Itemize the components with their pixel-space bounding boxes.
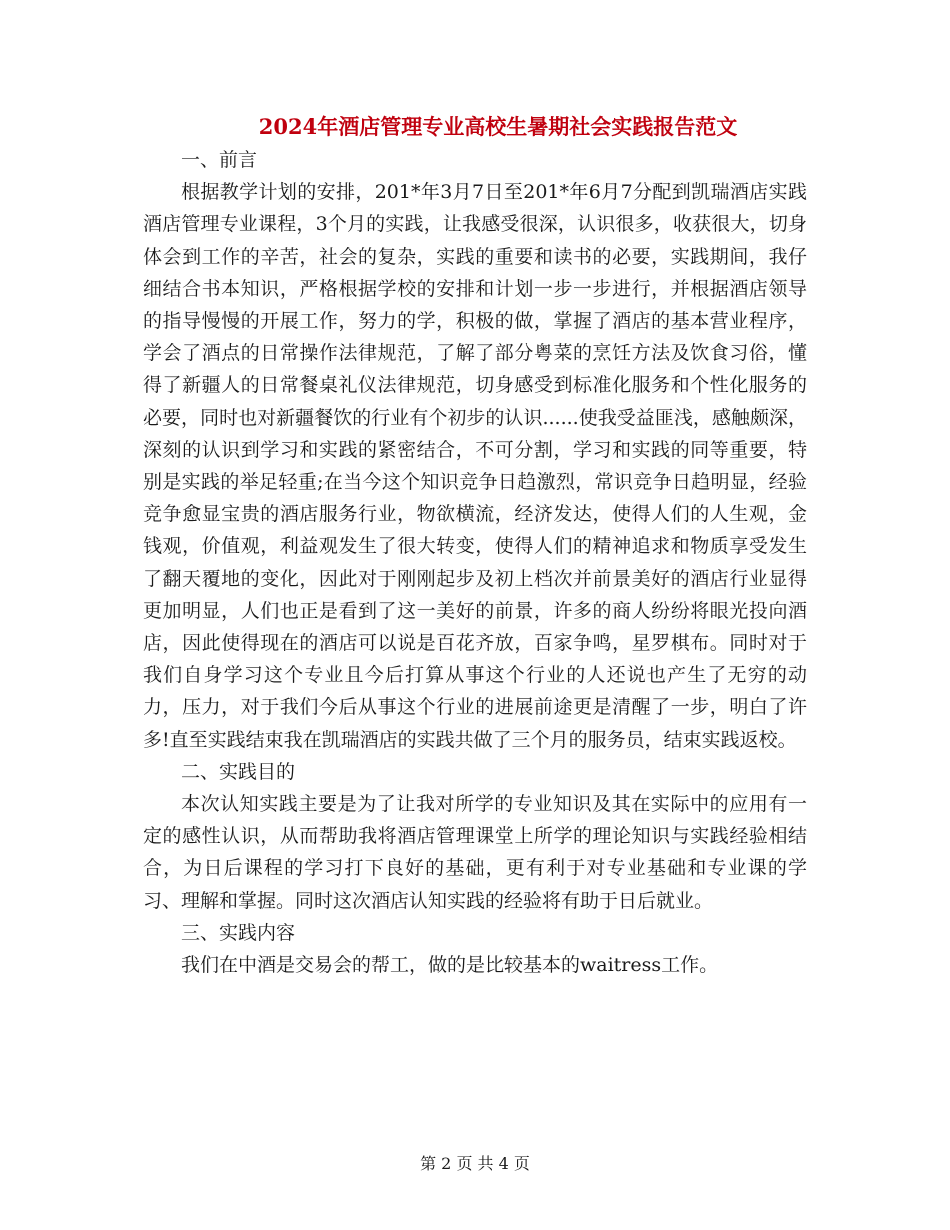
document-title: 2024年酒店管理专业高校生暑期社会实践报告范文: [258, 114, 738, 139]
paragraph-purpose: 本次认知实践主要是为了让我对所学的专业知识及其在实际中的应用有一定的感性认识，从而帮助我将酒店管理课堂上所学的理论知识与实践经验相结合，为日后课程的学习打下良好的基础，更有利于对专业基础和专业课的学习、理解和掌握。同时这次酒店认知实践的经验将有助于日后就业。: [143, 793, 807, 912]
section-heading-purpose: 二、实践目的: [181, 760, 296, 783]
document-body: [143, 144, 807, 981]
paragraph-content: 我们在中酒是交易会的帮工，做的是比较基本的waitress工作。: [181, 954, 719, 977]
section-heading-content: 三、实践内容: [181, 921, 296, 944]
paragraph-preface: 根据教学计划的安排，201*年3月7日至201*年6月7分配到凯瑞酒店实践酒店管理专业课程，3个月的实践，让我感受很深，认识很多，收获很大，切身体会到工作的辛苦，社会的复杂，实践的重要和读书的必要，实践期间，我仔细结合书本知识，严格根据学校的安排和计划一步一步进行，并根据酒店领导的指导慢慢的开展工作，努力的学，积极的做，掌握了酒店的基本营业程序，学会了酒点的日常操作法律规范，了解了部分粤菜的烹饪方法及饮食习俗，懂得了新疆人的日常餐桌礼仪法律规范，切身感受到标准化服务和个性化服务的必要，同时也对新疆餐饮的行业有个初步的认识......使我受益匪浅，感触颇深，深刻的认识到学习和实践的紧密结合，不可分割，学习和实践的同等重要，特别是实践的举足轻重;在当今这个知识竞争日趋激烈，常识竞争日趋明显，经验竞争愈显宝贵的酒店服务行业，物欲横流，经济发达，使得人们的人生观，金钱观，价值观，利益观发生了很大转变，使得人们的精神追求和物质享受发生了翻天覆地的变化，因此对于刚刚起步及初上档次并前景美好的酒店行业显得更加明显，人们也正是看到了这一美好的前景，许多的商人纷纷将眼光投向酒店，因此使得现在的酒店可以说是百花齐放，百家争鸣，星罗棋布。同时对于我们自身学习这个专业且今后打算从事这个行业的人还说也产生了无穷的动力，压力，对于我们今后从事这个行业的进展前途更是清醒了一步，明白了许多!直至实践结束我在凯瑞酒店的实践共做了三个月的服务员，结束实践返校。: [143, 181, 807, 751]
page-footer: 第 2 页 共 4 页: [420, 1154, 530, 1173]
section-heading-preface: 一、前言: [181, 149, 258, 171]
